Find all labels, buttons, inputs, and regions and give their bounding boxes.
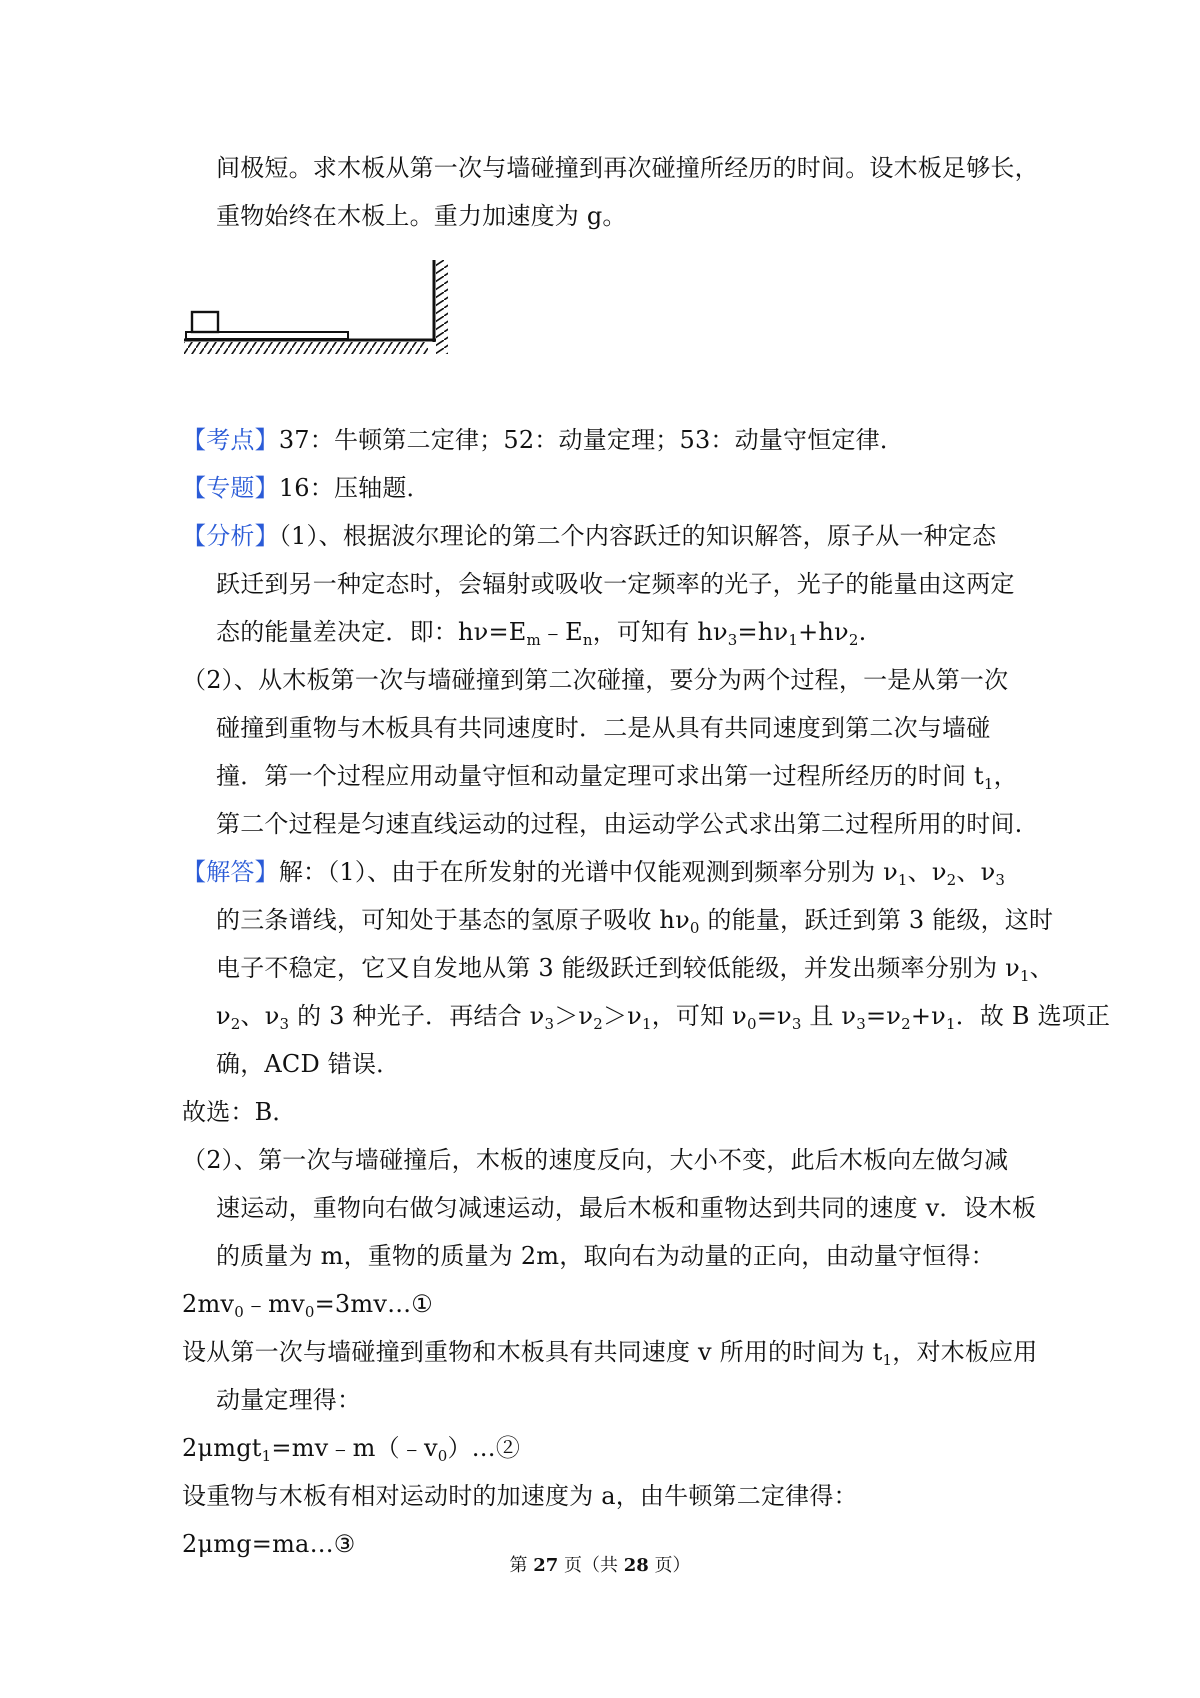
- fenxi-line-1: 【分析】（1）、根据波尔理论的第二个内容跃迁的知识解答，原子从一种定态: [182, 522, 997, 550]
- fenxi-line-7: 第二个过程是匀速直线运动的过程，由运动学公式求出第二过程所用的时间.: [216, 810, 1023, 838]
- block-board-wall-figure: [180, 252, 452, 356]
- jieda-tag: 【解答】: [182, 858, 279, 886]
- page-footer: 第 27 页（共 28 页）: [509, 1555, 691, 1576]
- fenxi-line-3: 态的能量差决定．即：$h\nu=E_m﹣E_n$，可知有 $h\nu_3=h\nu_1+h\nu_2$.: [216, 618, 867, 649]
- jieda-line-4: $\nu_2$、$\nu_3$ 的 3 种光子．再结合 $\nu_3>\nu_2>\nu_1$，可知 $\nu_0=\nu_3$ 且 $\nu_3=\nu_2+\nu_1$．故 B 选项正: [216, 1002, 1111, 1033]
- jieda-line-1: 【解答】解：（1）、由于在所发射的光谱中仅能观测到频率分别为 $\nu_1$、$\nu_2$、$\nu_3$: [182, 858, 1006, 889]
- jieda-part4-line-1: 设重物与木板有相对运动时的加速度为 a，由牛顿第二定律得：: [182, 1482, 858, 1510]
- equation-2: $2\mu mgt_1=mv﹣m(﹣v_0)\dots ②$: [182, 1434, 521, 1465]
- fenxi-line-5: 碰撞到重物与木板具有共同速度时．二是从具有共同速度到第二次与墙碰: [216, 714, 991, 742]
- jieda-line-3: 电子不稳定，它又自发地从第 3 能级跃迁到较低能级，并发出频率分别为 $\nu_1$、: [216, 954, 1054, 985]
- heavy-block: [192, 312, 218, 332]
- page-number: 27: [533, 1555, 559, 1576]
- answer-choice: 故选：B．: [182, 1098, 297, 1126]
- ground-hatch: [184, 342, 428, 354]
- jieda-part2-line-2: 速运动，重物向右做匀减速运动，最后木板和重物达到共同的速度 v．设木板: [216, 1194, 1037, 1222]
- jieda-part3-line-2: 动量定理得：: [216, 1386, 362, 1414]
- zhuanti-text: 16：压轴题．: [278, 474, 431, 502]
- page-total: 28: [623, 1555, 649, 1576]
- jieda-part2-line-1: （2）、第一次与墙碰撞后，木板的速度反向，大小不变，此后木板向左做匀减: [182, 1146, 1009, 1174]
- zhuanti-tag: 【专题】: [182, 474, 279, 502]
- jieda-part2-line-3: 的质量为 m，重物的质量为 2m，取向右为动量的正向，由动量守恒得：: [216, 1242, 995, 1270]
- equation-1: $2mv_0﹣mv_0=3mv\dots ①$: [182, 1290, 434, 1321]
- equation-3: 2μmg=ma…③: [182, 1530, 356, 1558]
- kaodian-text: 37：牛顿第二定律；52：动量定理；53：动量守恒定律．: [278, 426, 905, 454]
- kaodian-line: [182, 424, 904, 456]
- problem-line-2: 重物始终在木板上。重力加速度为 g。: [216, 202, 627, 230]
- fenxi-line-4: （2）、从木板第一次与墙碰撞到第二次碰撞，要分为两个过程，一是从第一次: [182, 666, 1009, 694]
- kaodian-tag: 【考点】: [182, 426, 279, 454]
- fenxi-line-6: 撞．第一个过程应用动量守恒和动量定理可求出第一过程所经历的时间 $t_1$，: [216, 762, 1018, 793]
- problem-line-1: 间极短。求木板从第一次与墙碰撞到再次碰撞所经历的时间。设木板足够长，: [216, 154, 1039, 182]
- jieda-line-2: 的三条谱线，可知处于基态的氢原子吸收 $h\nu_0$ 的能量，跃迁到第 3 能级，这时: [216, 906, 1054, 937]
- fenxi-line-2: 跃迁到另一种定态时，会辐射或吸收一定频率的光子，光子的能量由这两定: [216, 570, 1015, 598]
- fenxi-tag: 【分析】: [182, 522, 279, 550]
- zhuanti-line: [182, 472, 431, 504]
- wall-hatch: [436, 260, 448, 354]
- jieda-part3-line-1: 设从第一次与墙碰撞到重物和木板具有共同速度 v 所用的时间为 $t_1$，对木板应用: [182, 1338, 1038, 1369]
- jieda-line-5: 确，ACD 错误．: [216, 1050, 401, 1078]
